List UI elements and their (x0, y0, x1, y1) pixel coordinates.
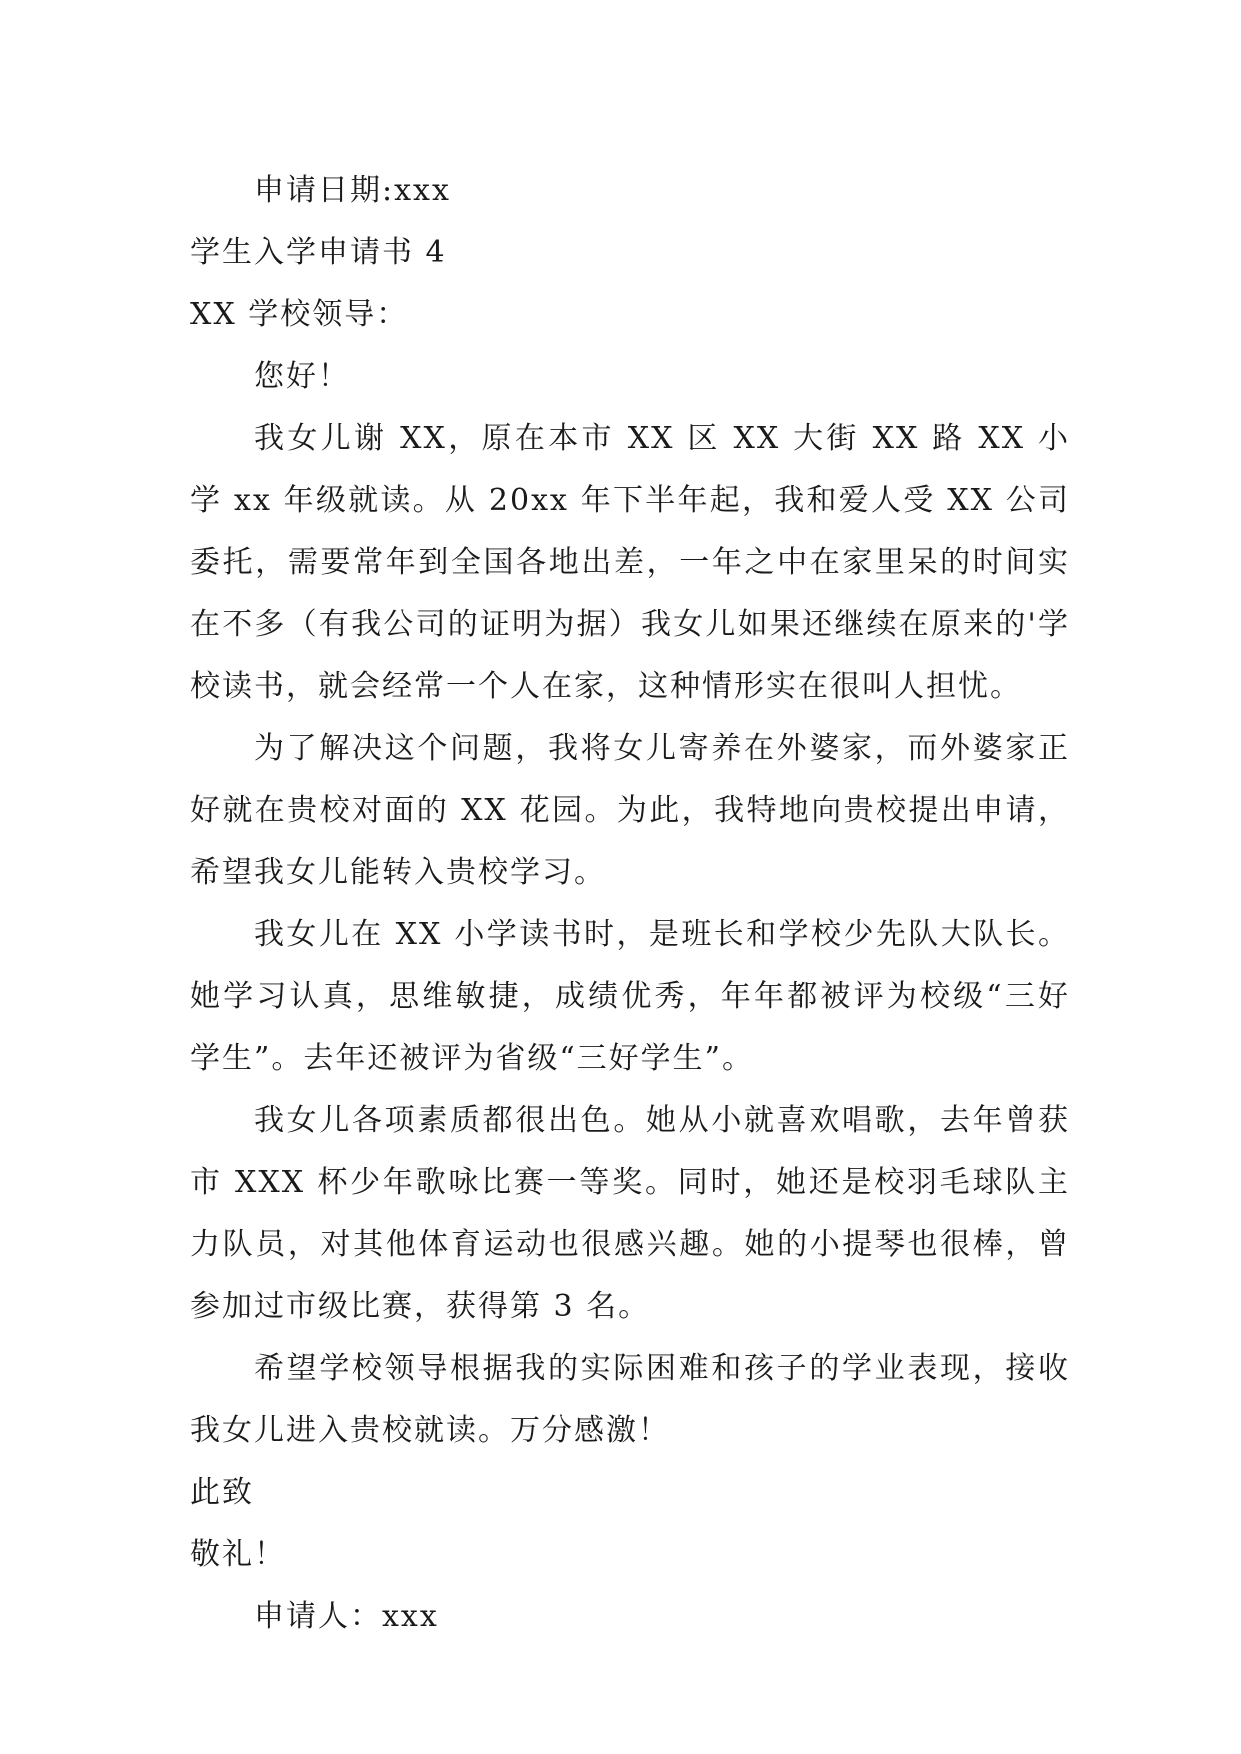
paragraph-3: 我女儿在 XX 小学读书时，是班长和学校少先队大队长。她学习认真，思维敏捷，成绩优秀，年年都被评为校级“三好学生”。去年还被评为省级“三好学生”。 (190, 917, 1070, 1076)
greeting: 您好！ (254, 359, 350, 394)
paragraph-1: 我女儿谢 XX，原在本市 XX 区 XX 大街 XX 路 XX 小学 xx 年级就读。从 20xx 年下半年起，我和爱人受 XX 公司委托，需要常年到全国各地出差，一年之中在家里呆的时间实在不多（有我公司的证明为据）我女儿如果还继续在原来的'学校读书，就会经常一个人在家，这种情形实在很叫人担忧。 (190, 421, 1070, 704)
paragraph-2: 为了解决这个问题，我将女儿寄养在外婆家，而外婆家正好就在贵校对面的 XX 花园。为此，我特地向贵校提出申请，希望我女儿能转入贵校学习。 (190, 731, 1070, 890)
salutation: XX 学校领导： (190, 297, 409, 332)
closing-salute: 敬礼！ (190, 1537, 286, 1572)
letter-body (190, 160, 1070, 1648)
paragraph-4: 我女儿各项素质都很出色。她从小就喜欢唱歌，去年曾获市 XXX 杯少年歌咏比赛一等奖。同时，她还是校羽毛球队主力队员，对其他体育运动也很感兴趣。她的小提琴也很棒，曾参加过市级比赛，获得第 3 名。 (190, 1103, 1070, 1324)
closing-regards: 此致 (190, 1475, 254, 1510)
letter-title: 学生入学申请书 4 (190, 235, 447, 270)
application-date: 申请日期:xxx (254, 173, 451, 208)
paragraph-5: 希望学校领导根据我的实际困难和孩子的学业表现，接收我女儿进入贵校就读。万分感激！ (190, 1351, 1070, 1448)
applicant-signature: 申请人：xxx (254, 1599, 439, 1634)
